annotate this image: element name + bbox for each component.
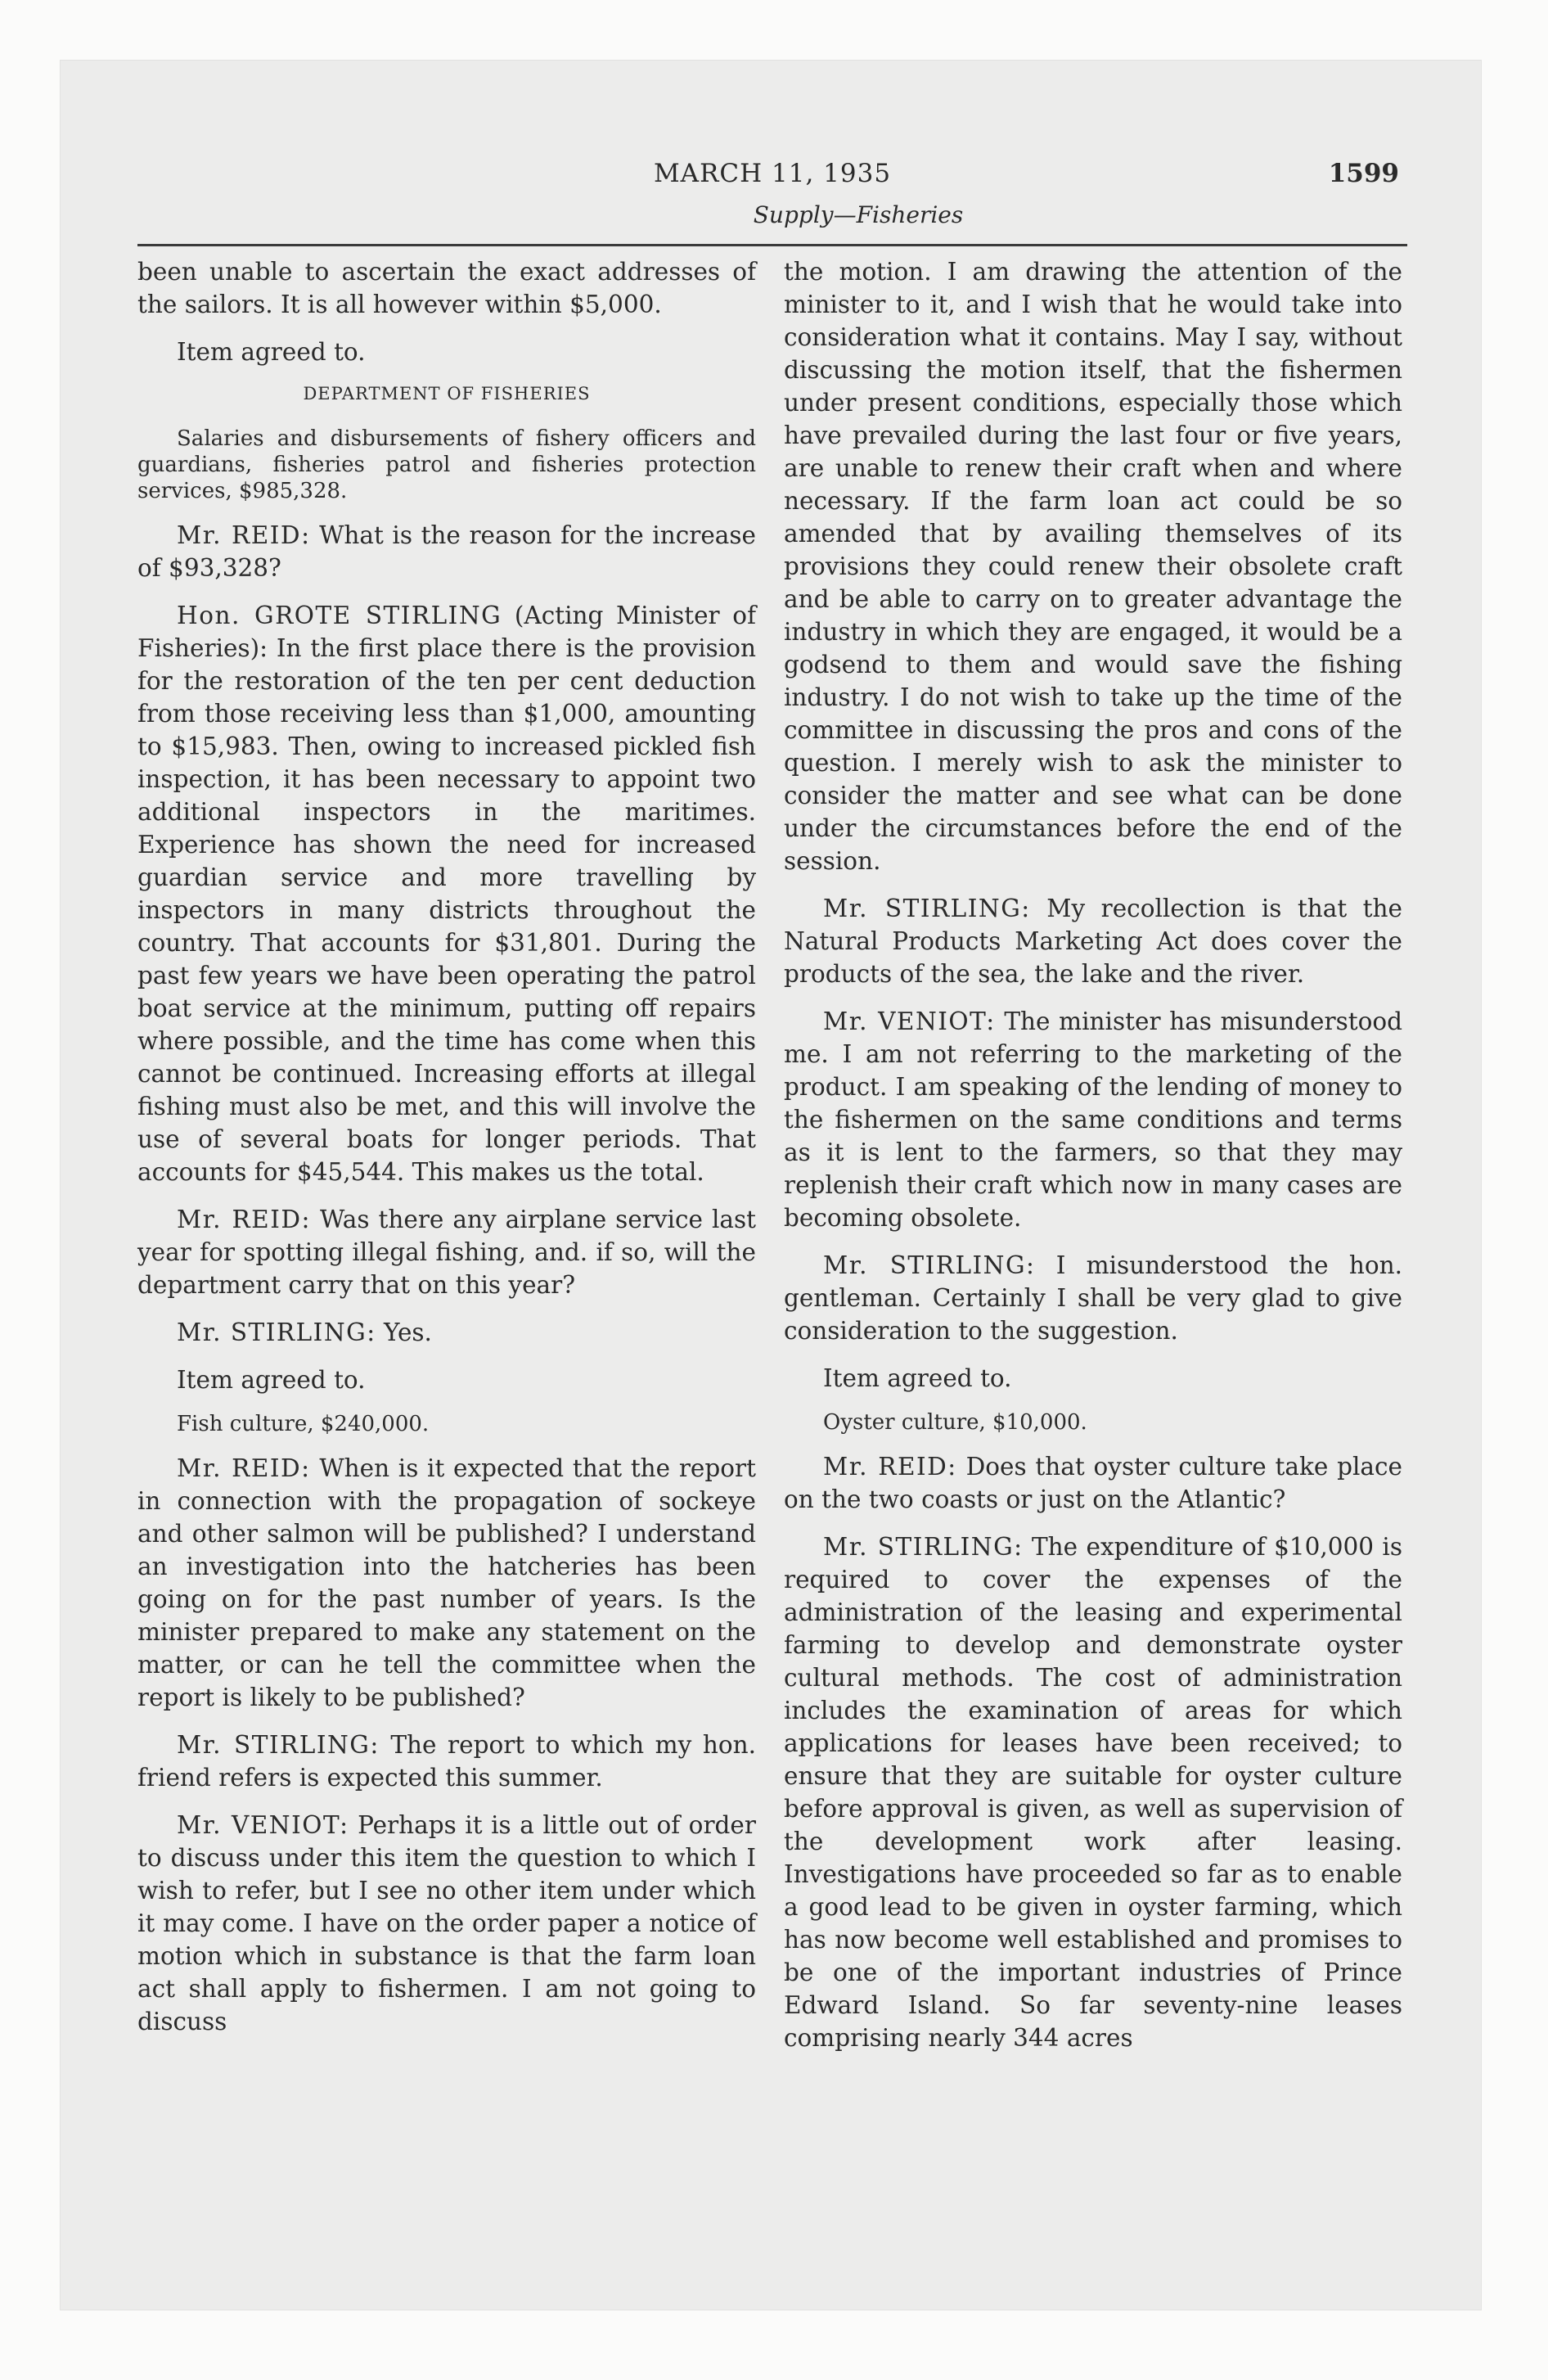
header-date: MARCH 11, 1935 (653, 159, 892, 188)
speech-text: Yes. (384, 1318, 432, 1346)
speech-text: The expenditure of $10,000 is required to cover the expenses of the administration of the leasing and experimental farming to develop and demonstrate oyster cultural methods. The cost of administration includes the examination of areas for which applications for leases have been received; to ensure that they are suitable for oyster culture before approval is given, as well as supervision of the development work after leasing. Investigations have proceeded so far as to enable a good lead to be given in oyster farming, which has now become well established and promises to be one of the important industries of Prince Edward Island. So far seventy-nine leases comprising nearly 344 acres (784, 1533, 1402, 2052)
vote-item: Salaries and disbursements of fishery officers and guardians, fisheries patrol and fisheries protection services, $985,328. (137, 426, 756, 503)
speaker: Mr. REID: (823, 1453, 957, 1481)
speech-text: What is the reason for the increase of $93,328? (137, 521, 756, 582)
paragraph: been unable to ascertain the exact addresses of the sailors. It is all however within $5,000. (137, 258, 756, 318)
paragraph: the motion. I am drawing the attention of the minister to it, and I wish that he would take into consideration what it contains. May I say, without discussing the motion itself, that the fishermen under present conditions, especially those which have prevailed during the last four or five years, are unable to renew their craft when and where necessary. If the farm loan act could be so amended that by availing themselves of its provisions they could renew their obsolete craft and be able to carry on to greater advantage the industry in which they are engaged, it would be a godsend to them and would save the fishing industry. I do not wish to take up the time of the committee in discussing the pros and cons of the question. I merely wish to ask the minister to consider the matter and see what can be done under the circumstances before the end of the session. (784, 258, 1402, 875)
speech (137, 519, 756, 584)
speaker: Hon. GROTE STIRLING (177, 602, 502, 629)
section-title: Supply—Fisheries (753, 201, 964, 228)
speaker: Mr. REID: (177, 1206, 311, 1233)
speaker: Mr. REID: (177, 1454, 311, 1482)
speech-text: Perhaps it is a little out of order to discuss under this item the question to which I wish to refer, but I see no other item under which it may come. I have on the order paper a notice of motion which in substance is that the farm loan act shall apply to fishermen. I am not going to discuss (137, 1811, 756, 2035)
speaker: Mr. REID: (177, 521, 311, 549)
speech (784, 1450, 1402, 1516)
page-number: 1599 (1328, 159, 1399, 188)
speech (137, 1809, 756, 2038)
department-heading: DEPARTMENT OF FISHERIES (303, 384, 591, 403)
speaker: Mr. STIRLING: (177, 1318, 376, 1346)
paragraph: Item agreed to. (823, 1364, 1012, 1392)
speech (137, 1729, 756, 1794)
header-rule (137, 244, 1407, 246)
vote-item: Fish culture, $240,000. (177, 1412, 430, 1436)
page-header (137, 152, 1407, 259)
speech (784, 1005, 1402, 1234)
speech-text: Was there any airplane service last year for spotting illegal fishing, and. if so, will the department carry that on this year? (137, 1206, 757, 1299)
speaker: Mr. STIRLING: (823, 1251, 1036, 1279)
speech (784, 1249, 1402, 1347)
speech (137, 1316, 756, 1349)
speaker: Mr. STIRLING: (823, 1533, 1024, 1561)
speech-text: The report to which my hon. friend refers is expected this summer. (137, 1731, 756, 1792)
speaker: Mr. VENIOT: (177, 1811, 349, 1839)
speech-text: (Acting Minister of Fisheries): In the first place there is the provision for the restoration of the ten per cent deduction from those receiving less than $1,000, amounting to $15,983. Then, owing to increased pickled fish inspection, it has been necessary to appoint two additional inspectors in the maritimes. Experience has shown the need for increased guardian service and more travelling by inspectors in many districts throughout the country. That accounts for $31,801. During the past few years we have been operating the patrol boat service at the minimum, putting off repairs where possible, and the time has come when this cannot be continued. Increasing efforts at illegal fishing must also be met, and this will involve the use of several boats for longer periods. That accounts for $45,544. This makes us the total. (137, 602, 756, 1186)
speech (784, 1530, 1402, 2054)
speech-text: The minister has misunderstood me. I am not referring to the marketing of the product. I am speaking of the lending of money to the fishermen on the same conditions and terms as it is lent to the farmers, so that they may replenish their craft which now in many cases are becoming obsolete. (784, 1007, 1402, 1232)
speaker: Mr. STIRLING: (177, 1731, 380, 1759)
speaker: Mr. STIRLING: (823, 895, 1031, 922)
speech (137, 599, 756, 1188)
speech (784, 892, 1402, 990)
speech-text: Does that oyster culture take place on the two coasts or just on the Atlantic? (784, 1453, 1402, 1513)
left-column (137, 255, 756, 2053)
speaker: Mr. VENIOT: (823, 1007, 996, 1035)
speech-text: I misunderstood the hon. gentleman. Certainly I shall be very glad to give consideration to the suggestion. (784, 1251, 1402, 1345)
speech (137, 1452, 756, 1714)
speech (137, 1203, 756, 1301)
paragraph: Item agreed to. (177, 338, 366, 366)
right-column (784, 255, 1402, 2069)
vote-item: Oyster culture, $10,000. (823, 1410, 1087, 1435)
speech-text: When is it expected that the report in connection with the propagation of sockeye and other salmon will be published? I understand an investigation into the hatcheries has been going on for the past number of years. Is the minister prepared to make any statement on the matter, or can he tell the committee when the report is likely to be published? (137, 1454, 756, 1711)
speech-text: My recollection is that the Natural Products Marketing Act does cover the products of the sea, the lake and the river. (784, 895, 1402, 988)
paragraph: Item agreed to. (177, 1366, 366, 1394)
